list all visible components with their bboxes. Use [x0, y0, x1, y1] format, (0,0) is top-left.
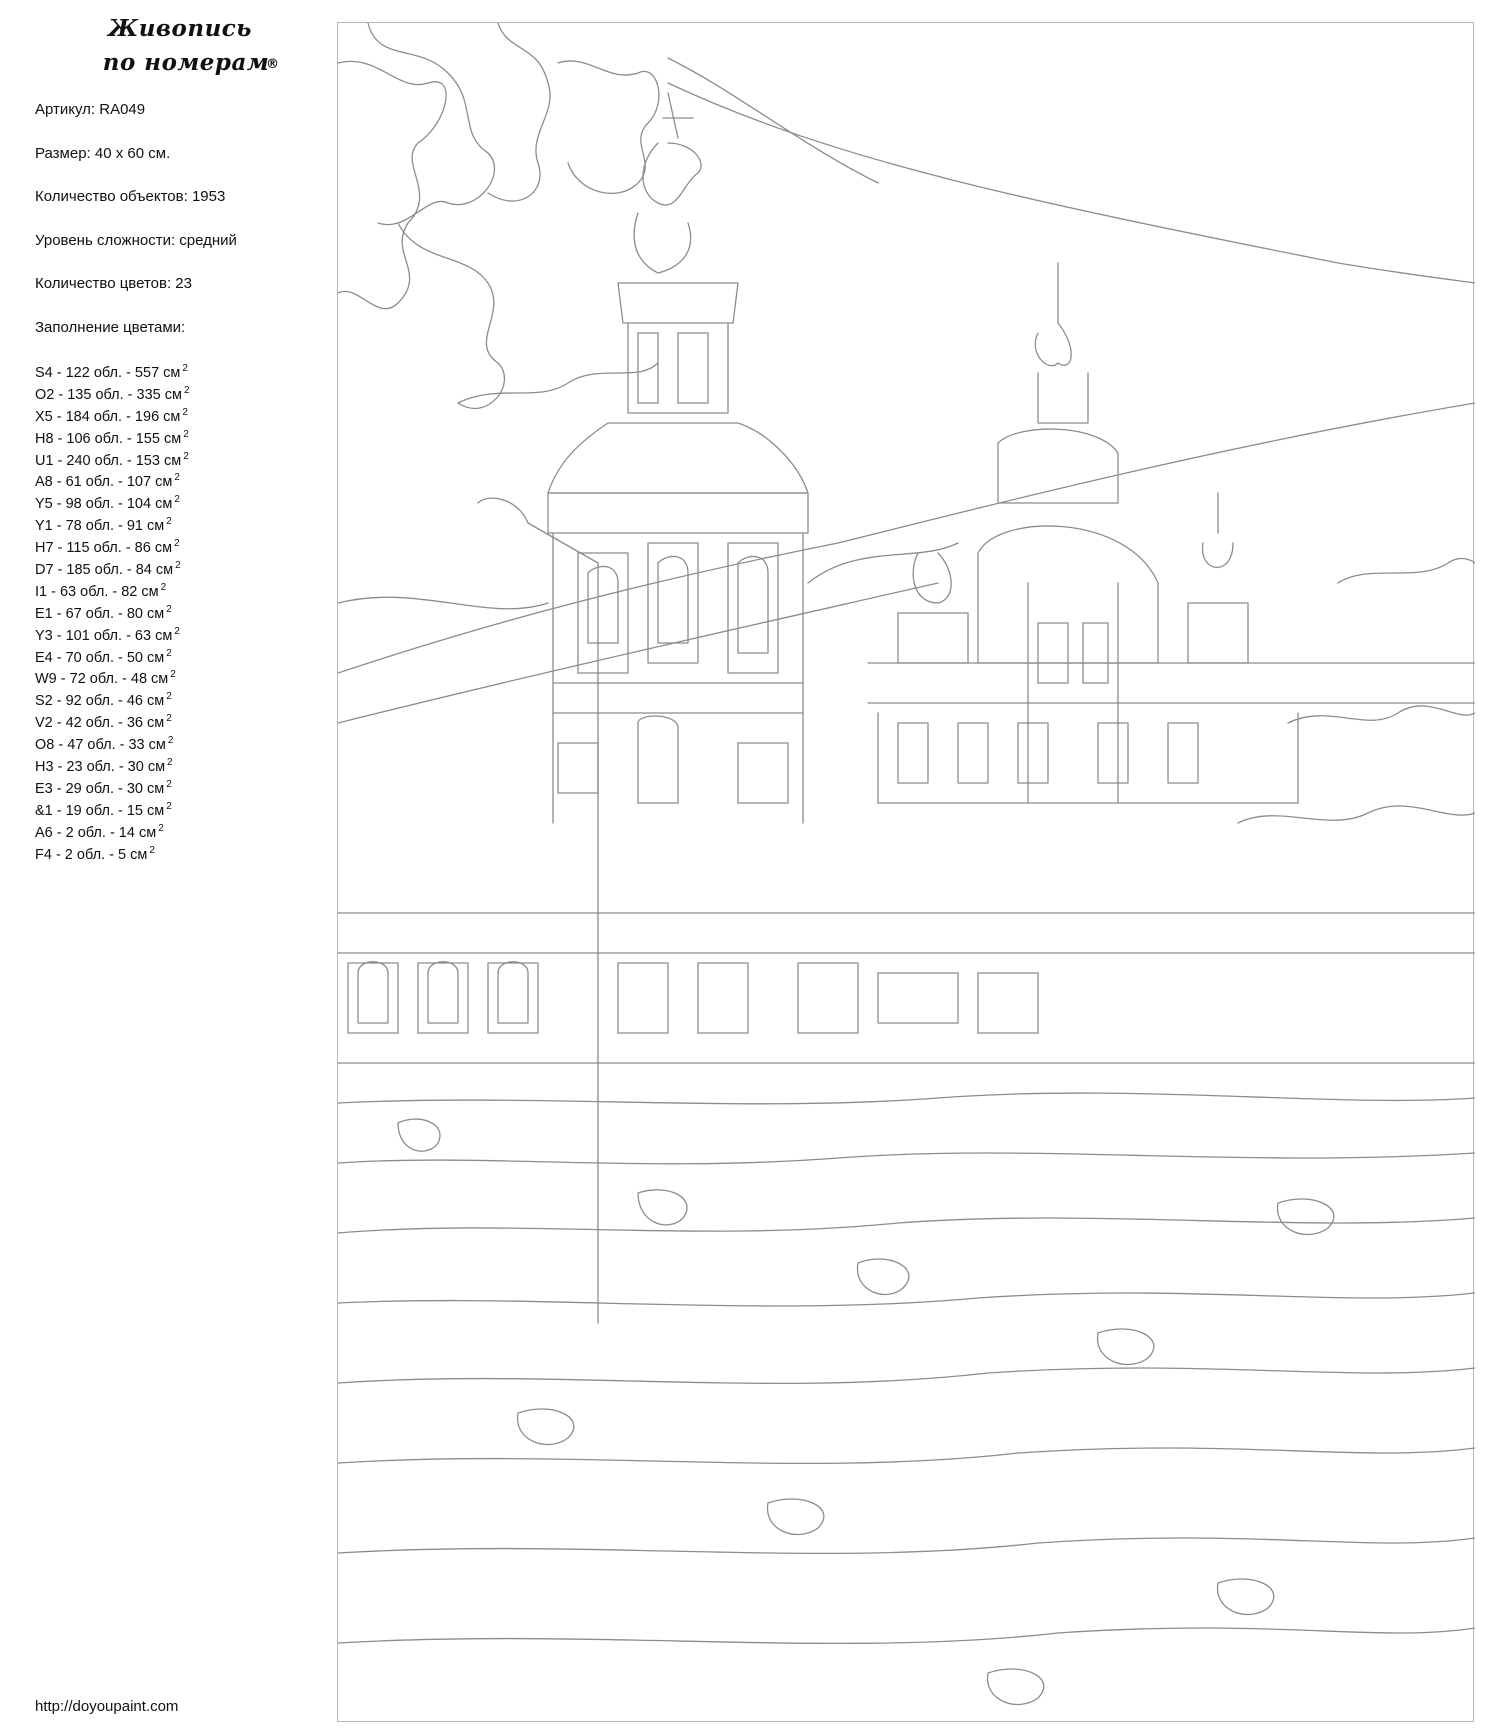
legend-item — [35, 621, 190, 643]
brand-line-1: Живопись — [108, 15, 252, 42]
square-unit-superscript: 2 — [175, 560, 181, 572]
square-unit-superscript: 2 — [166, 691, 172, 703]
legend-item-text: D7 - 185 обл. - 84 см — [35, 562, 174, 579]
legend-item-text: S4 - 122 обл. - 557 см — [35, 365, 181, 381]
legend-item — [35, 402, 190, 424]
square-unit-superscript: 2 — [166, 778, 172, 790]
brand-line-2: по номерам — [102, 49, 270, 76]
legend-item — [35, 774, 190, 796]
legend-item-text: Y5 - 98 обл. - 104 см — [35, 496, 173, 513]
square-unit-superscript: 2 — [166, 800, 172, 812]
brand-logo — [60, 12, 300, 80]
legend-item-text: V2 - 42 обл. - 36 см — [35, 715, 165, 732]
square-unit-superscript: 2 — [166, 603, 172, 615]
legend-item — [35, 358, 190, 380]
square-unit-superscript: 2 — [167, 757, 173, 769]
square-unit-superscript: 2 — [167, 735, 174, 747]
square-unit-superscript: 2 — [149, 844, 155, 856]
legend-item — [35, 664, 190, 686]
legend-item — [35, 489, 190, 511]
legend-item-text: O8 - 47 обл. - 33 см — [35, 737, 166, 754]
square-unit-superscript: 2 — [183, 428, 189, 440]
article-text: Артикул: RA049 — [35, 101, 146, 118]
legend-item — [35, 599, 190, 621]
legend-item — [35, 686, 190, 708]
legend-item — [35, 818, 190, 840]
legend-item — [35, 467, 190, 489]
legend-item-text: S2 - 92 обл. - 46 см — [35, 693, 165, 710]
legend-item-text: H8 - 106 обл. - 155 см — [35, 430, 182, 447]
square-unit-superscript: 2 — [183, 384, 190, 396]
legend-item-text: E3 - 29 обл. - 30 см — [35, 780, 165, 797]
legend-item-text: H3 - 23 обл. - 30 см — [35, 759, 166, 776]
legend-item-text: A6 - 2 обл. - 14 см — [35, 824, 157, 841]
coloring-canvas-frame — [337, 22, 1474, 1722]
legend-item-text: U1 - 240 обл. - 153 см — [35, 452, 182, 469]
size-text: Размер: 40 x 60 см. — [35, 144, 171, 162]
fill-heading: Заполнение цветами: — [35, 318, 186, 336]
legend-item — [35, 840, 190, 862]
square-unit-superscript: 2 — [182, 406, 188, 418]
legend-item — [35, 555, 190, 577]
legend-item — [35, 446, 190, 468]
square-unit-superscript: 2 — [174, 625, 180, 637]
legend-item-text: &1 - 19 обл. - 15 см — [35, 802, 165, 819]
legend-item — [35, 577, 190, 599]
legend-item-text: W9 - 72 обл. - 48 см — [35, 671, 169, 688]
color-legend — [35, 358, 190, 861]
legend-item-text: H7 - 115 обл. - 86 см — [35, 540, 173, 557]
square-unit-superscript: 2 — [166, 647, 172, 659]
colors-count-text: Количество цветов: 23 — [35, 275, 192, 292]
objects-count-text: Количество объектов: 1953 — [35, 188, 226, 205]
difficulty-text: Уровень сложности: средний — [35, 231, 237, 249]
legend-item-text: A8 - 61 обл. - 107 см — [35, 474, 173, 491]
legend-item-text: E1 - 67 обл. - 80 см — [35, 605, 165, 622]
square-unit-superscript: 2 — [174, 538, 180, 550]
legend-item-text: F4 - 2 обл. - 5 см — [35, 846, 148, 863]
square-unit-superscript: 2 — [183, 450, 189, 462]
square-unit-superscript: 2 — [166, 516, 172, 528]
legend-item-text: E4 - 70 обл. - 50 см — [35, 649, 165, 666]
legend-item-text: Y3 - 101 обл. - 63 см — [35, 627, 173, 644]
legend-item-text: I1 - 63 обл. - 82 см — [35, 583, 159, 600]
square-unit-superscript: 2 — [166, 713, 172, 725]
legend-item — [35, 424, 190, 446]
legend-item-text: Y1 - 78 обл. - 91 см — [35, 518, 165, 535]
legend-item — [35, 708, 190, 730]
square-unit-superscript: 2 — [158, 822, 164, 834]
legend-item — [35, 752, 190, 774]
registered-mark: ® — [266, 57, 280, 72]
legend-item — [35, 380, 190, 402]
website-url[interactable]: http://doyoupaint.com — [35, 1698, 179, 1715]
square-unit-superscript: 2 — [160, 581, 167, 593]
square-unit-superscript: 2 — [174, 472, 180, 484]
legend-item — [35, 730, 190, 752]
square-unit-superscript: 2 — [170, 669, 176, 681]
line-art-drawing — [338, 23, 1475, 1723]
legend-item-text: X5 - 184 обл. - 196 см — [35, 408, 181, 425]
product-info — [35, 100, 325, 361]
square-unit-superscript: 2 — [182, 363, 188, 374]
legend-item-text: O2 - 135 обл. - 335 см — [35, 386, 182, 403]
legend-item — [35, 643, 190, 665]
legend-item — [35, 796, 190, 818]
square-unit-superscript: 2 — [174, 494, 180, 506]
legend-item — [35, 511, 190, 533]
legend-item — [35, 533, 190, 555]
